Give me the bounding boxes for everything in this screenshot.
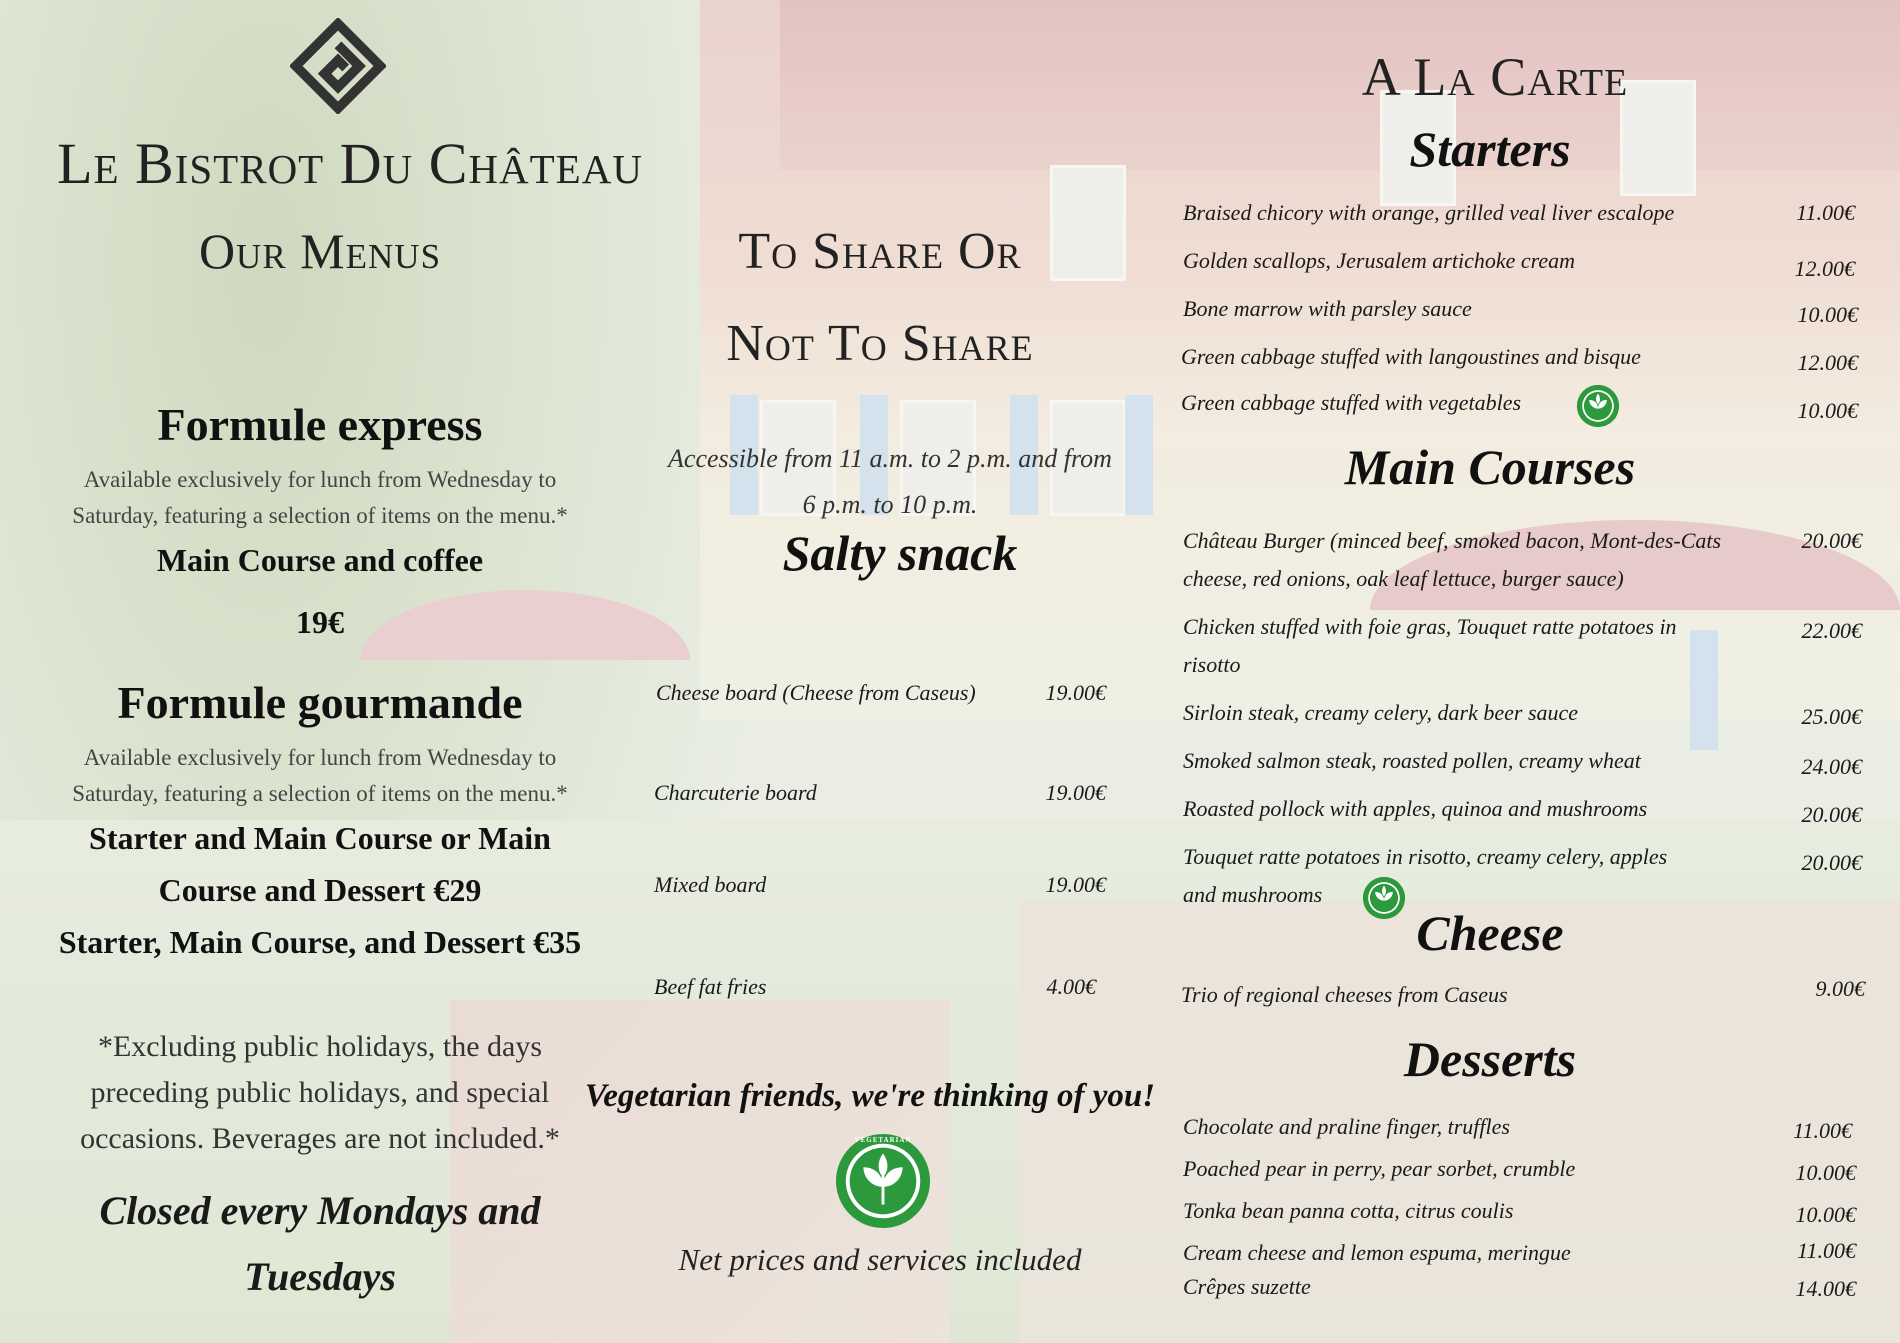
vegetarian-message: Vegetarian friends, we're thinking of you! bbox=[584, 1078, 1156, 1114]
closed-line2: Tuesdays bbox=[244, 1254, 396, 1299]
dessert-item-price: 10.00€ bbox=[1795, 1202, 1856, 1227]
share-hours-line1: Accessible from 11 a.m. to 2 p.m. and from bbox=[668, 444, 1112, 473]
dessert-item-price: 14.00€ bbox=[1795, 1276, 1856, 1301]
desserts-title: Desserts bbox=[1403, 1031, 1577, 1087]
formule-gourmande-desc-line2: Saturday, featuring a selection of items on the menu.* bbox=[72, 781, 568, 806]
main-item-name: and mushrooms bbox=[1183, 882, 1323, 907]
menus-heading: Our Menus bbox=[198, 223, 442, 279]
formule-gourmande-desc-line1: Available exclusively for lunch from Wednesday to bbox=[83, 745, 557, 770]
starter-item-name: Bone marrow with parsley sauce bbox=[1183, 296, 1472, 321]
starter-item-price: 10.00€ bbox=[1797, 398, 1858, 423]
alacarte-title: A La Carte bbox=[1361, 47, 1629, 107]
main-item-name: Roasted pollock with apples, quinoa and mushrooms bbox=[1183, 796, 1648, 821]
main-item-price: 20.00€ bbox=[1801, 850, 1862, 875]
starter-item-name: Green cabbage stuffed with vegetables bbox=[1181, 390, 1522, 415]
main-item-price: 24.00€ bbox=[1801, 754, 1862, 779]
formule-gourmande-offer-line1: Starter and Main Course or Main bbox=[89, 820, 551, 856]
starter-item-price: 12.00€ bbox=[1797, 350, 1858, 375]
starter-item-name: Golden scallops, Jerusalem artichoke cream bbox=[1183, 248, 1576, 273]
footnote-line1: *Excluding public holidays, the days bbox=[97, 1030, 543, 1063]
formule-express-title: Formule express bbox=[157, 399, 483, 450]
main-item-price: 20.00€ bbox=[1801, 802, 1862, 827]
main-courses-title: Main Courses bbox=[1344, 439, 1636, 495]
main-item-name: cheese, red onions, oak leaf lettuce, burger sauce) bbox=[1183, 566, 1624, 591]
snack-item-name: Mixed board bbox=[654, 872, 767, 897]
bistrot-logo-icon bbox=[290, 18, 386, 114]
main-item-name: Sirloin steak, creamy celery, dark beer sauce bbox=[1183, 700, 1579, 725]
starter-item-price: 12.00€ bbox=[1794, 256, 1855, 281]
dessert-item-name: Chocolate and praline finger, truffles bbox=[1183, 1114, 1510, 1139]
closed-line1: Closed every Mondays and bbox=[99, 1188, 541, 1233]
dessert-item-name: Cream cheese and lemon espuma, meringue bbox=[1183, 1240, 1571, 1265]
snack-item-name: Charcuterie board bbox=[654, 780, 817, 805]
dessert-item-name: Crêpes suzette bbox=[1183, 1274, 1311, 1299]
share-title-line2: Not To Share bbox=[726, 315, 1034, 372]
dessert-item-price: 11.00€ bbox=[1793, 1118, 1852, 1143]
net-prices-note: Net prices and services included bbox=[678, 1242, 1082, 1277]
main-item-price: 22.00€ bbox=[1801, 618, 1862, 643]
footnote-line2: preceding public holidays, and special bbox=[90, 1076, 550, 1109]
main-item-name: risotto bbox=[1183, 652, 1241, 677]
starters-title: Starters bbox=[1409, 121, 1571, 177]
formule-gourmande-offer-line2: Course and Dessert €29 bbox=[158, 872, 482, 908]
snack-item-price: 4.00€ bbox=[1046, 974, 1096, 999]
cheese-item-price: 9.00€ bbox=[1815, 976, 1865, 1001]
starter-item-price: 10.00€ bbox=[1797, 302, 1858, 327]
share-hours-line2: 6 p.m. to 10 p.m. bbox=[802, 490, 978, 519]
vegetarian-badge-text: VEGETARIAN bbox=[854, 1136, 912, 1144]
snack-item-name: Beef fat fries bbox=[654, 974, 767, 999]
dessert-item-price: 11.00€ bbox=[1797, 1238, 1856, 1263]
dessert-item-price: 10.00€ bbox=[1795, 1160, 1856, 1185]
brand-name: Le Bistrot Du Château bbox=[57, 131, 643, 196]
starter-item-price: 11.00€ bbox=[1796, 200, 1855, 225]
main-item-price: 20.00€ bbox=[1801, 528, 1862, 553]
share-title-line1: To Share Or bbox=[738, 223, 1022, 280]
cheese-title: Cheese bbox=[1416, 905, 1564, 961]
formule-express-price: 19€ bbox=[296, 604, 344, 640]
main-item-name: Chicken stuffed with foie gras, Touquet ratte potatoes in bbox=[1183, 614, 1677, 639]
dessert-item-name: Poached pear in perry, pear sorbet, crumble bbox=[1183, 1156, 1576, 1181]
starter-item-name: Braised chicory with orange, grilled veal liver escalope bbox=[1183, 200, 1675, 225]
formule-express-desc-line1: Available exclusively for lunch from Wednesday to bbox=[83, 467, 557, 492]
main-item-name: Touquet ratte potatoes in risotto, creamy celery, apples bbox=[1183, 844, 1668, 869]
starter-item-name: Green cabbage stuffed with langoustines and bisque bbox=[1181, 344, 1641, 369]
formule-gourmande-offer-line3: Starter, Main Course, and Dessert €35 bbox=[58, 924, 582, 960]
formule-gourmande-title: Formule gourmande bbox=[117, 677, 523, 728]
formule-express-desc-line2: Saturday, featuring a selection of items on the menu.* bbox=[72, 503, 568, 528]
vegetarian-badge-large-icon bbox=[834, 1132, 932, 1230]
formule-express-offer: Main Course and coffee bbox=[156, 542, 484, 578]
footnote-line3: occasions. Beverages are not included.* bbox=[80, 1122, 560, 1155]
dessert-item-name: Tonka bean panna cotta, citrus coulis bbox=[1183, 1198, 1514, 1223]
cheese-item-name: Trio of regional cheeses from Caseus bbox=[1181, 982, 1508, 1007]
vegetarian-small-icon bbox=[1576, 384, 1620, 428]
snack-item-price: 19.00€ bbox=[1045, 680, 1106, 705]
snack-item-price: 19.00€ bbox=[1045, 872, 1106, 897]
snack-item-price: 19.00€ bbox=[1045, 780, 1106, 805]
snack-item-name: Cheese board (Cheese from Caseus) bbox=[656, 680, 976, 705]
main-item-name: Château Burger (minced beef, smoked bacon, Mont-des-Cats bbox=[1183, 528, 1722, 553]
main-item-name: Smoked salmon steak, roasted pollen, creamy wheat bbox=[1183, 748, 1641, 773]
main-item-price: 25.00€ bbox=[1801, 704, 1862, 729]
salty-snack-title: Salty snack bbox=[782, 525, 1018, 581]
